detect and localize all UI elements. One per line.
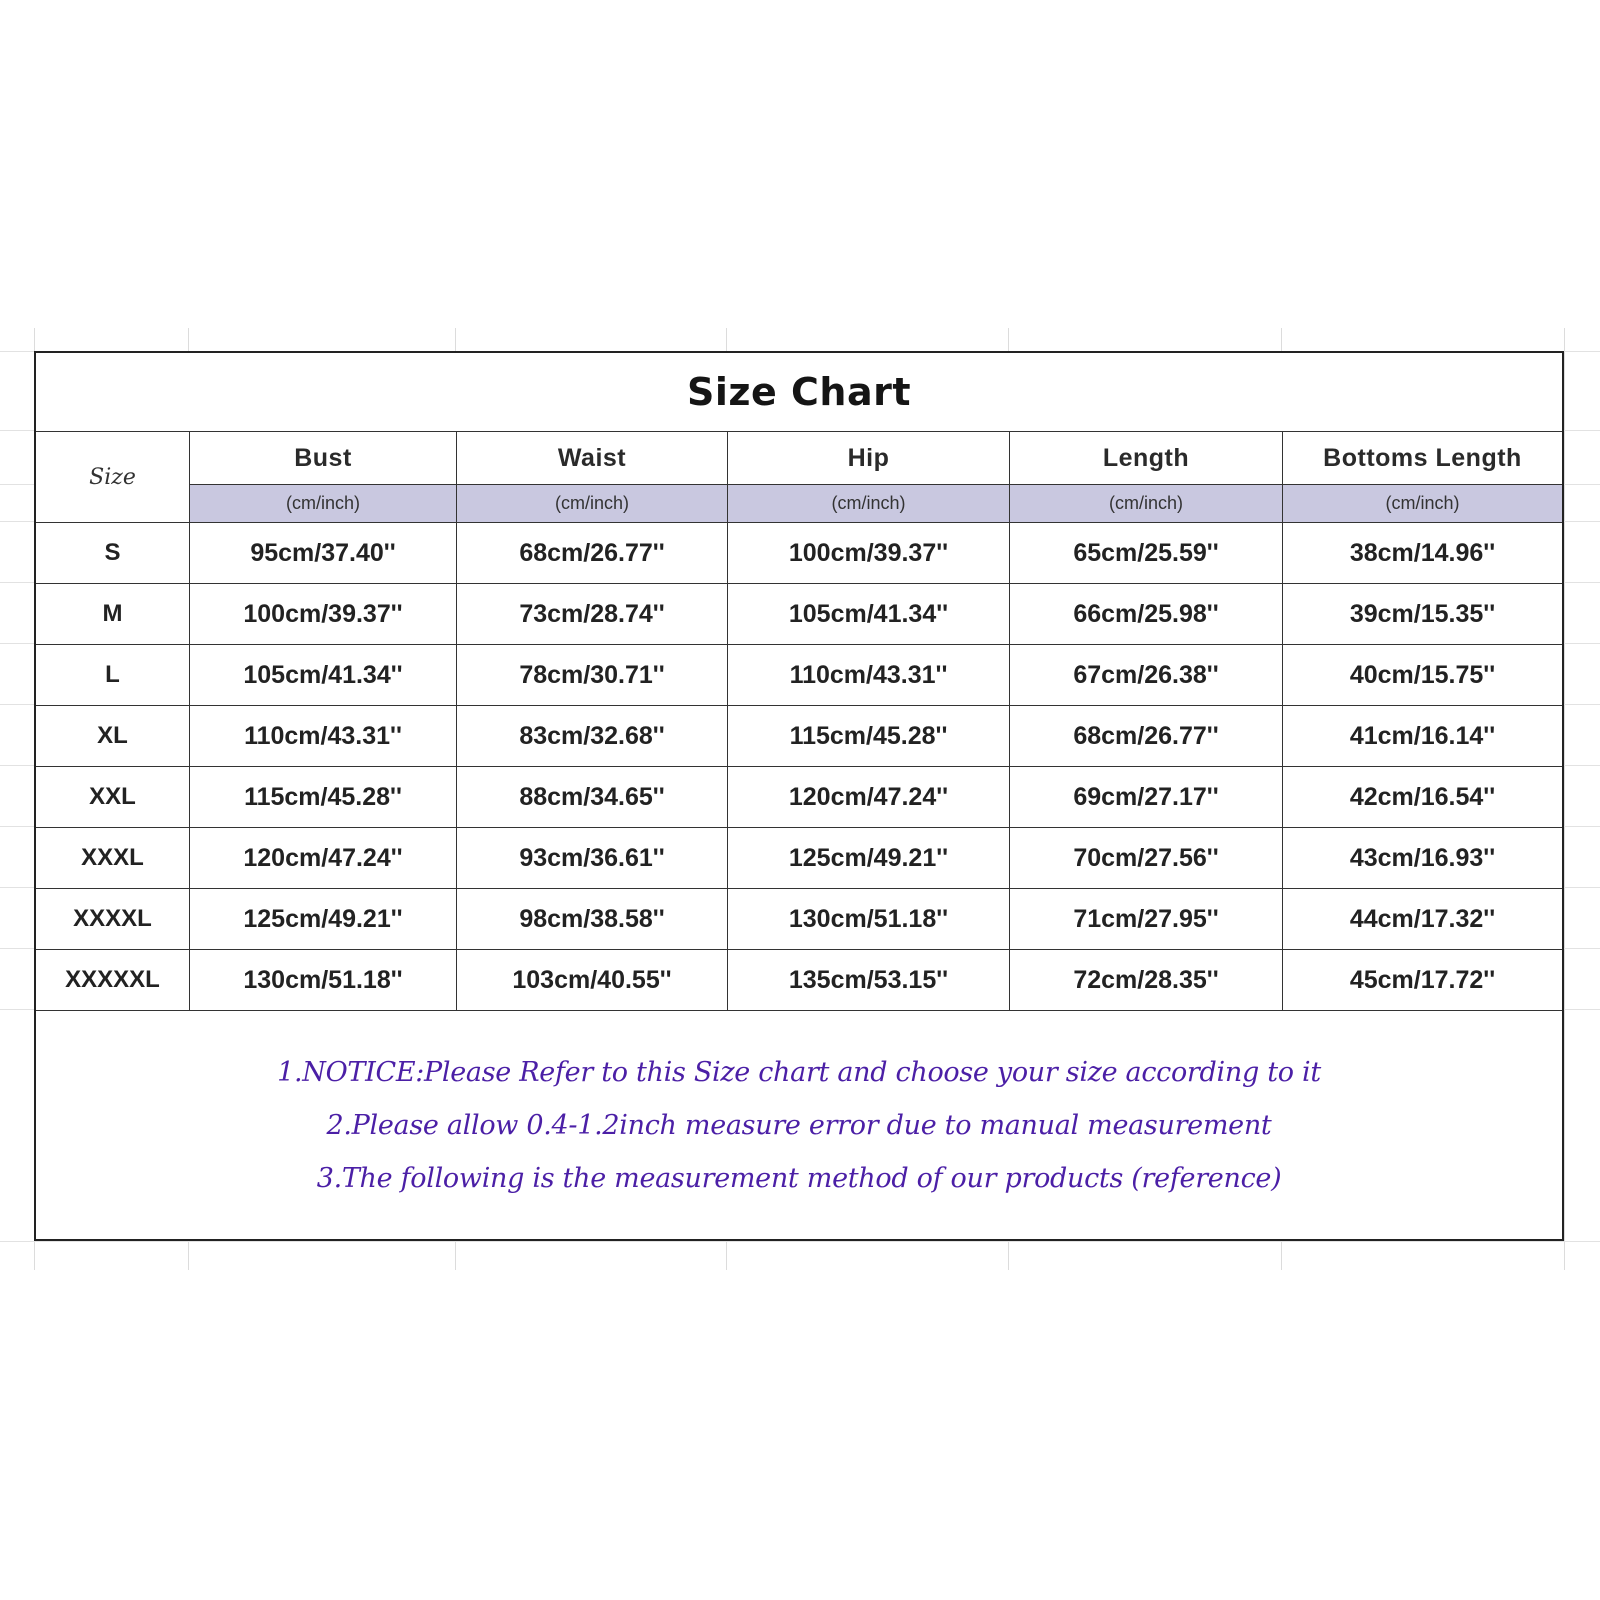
measurement-cell: 38cm/14.96'' [1283,523,1562,584]
size-label: XL [36,706,190,767]
measurement-cell: 130cm/51.18'' [190,950,457,1011]
measurement-cell: 65cm/25.59'' [1010,523,1283,584]
measurement-cell: 115cm/45.28'' [728,706,1010,767]
measurement-cell: 40cm/15.75'' [1283,645,1562,706]
size-label: XXL [36,767,190,828]
size-column-header: Size [36,432,190,523]
measurement-cell: 69cm/27.17'' [1010,767,1283,828]
measurement-cell: 68cm/26.77'' [457,523,728,584]
measurement-cell: 39cm/15.35'' [1283,584,1562,645]
chart-title: Size Chart [686,370,911,414]
measurement-cell: 98cm/38.58'' [457,889,728,950]
unit-label: (cm/inch) [190,485,457,523]
measurement-cell: 125cm/49.21'' [728,828,1010,889]
measurement-cell: 115cm/45.28'' [190,767,457,828]
measurement-cell: 105cm/41.34'' [190,645,457,706]
measurement-cell: 110cm/43.31'' [190,706,457,767]
measurement-cell: 42cm/16.54'' [1283,767,1562,828]
measurement-cell: 130cm/51.18'' [728,889,1010,950]
size-label: L [36,645,190,706]
note-line: 3.The following is the measurement method of our products (reference) [316,1163,1282,1194]
unit-label: (cm/inch) [457,485,728,523]
measurement-cell: 100cm/39.37'' [728,523,1010,584]
measurement-cell: 135cm/53.15'' [728,950,1010,1011]
measurement-cell: 43cm/16.93'' [1283,828,1562,889]
size-chart-table [34,351,1564,1241]
grid-line [1564,328,1565,1270]
measurement-cell: 120cm/47.24'' [190,828,457,889]
measurement-cell: 41cm/16.14'' [1283,706,1562,767]
size-label: XXXL [36,828,190,889]
grid-line [0,1241,1600,1242]
column-header: Waist [457,432,728,485]
measurement-cell: 70cm/27.56'' [1010,828,1283,889]
measurement-cell: 73cm/28.74'' [457,584,728,645]
measurement-cell: 44cm/17.32'' [1283,889,1562,950]
measurement-cell: 66cm/25.98'' [1010,584,1283,645]
column-header: Length [1010,432,1283,485]
measurement-cell: 120cm/47.24'' [728,767,1010,828]
measurement-cell: 71cm/27.95'' [1010,889,1283,950]
measurement-cell: 83cm/32.68'' [457,706,728,767]
column-header: Bust [190,432,457,485]
unit-label: (cm/inch) [1283,485,1562,523]
size-label: S [36,523,190,584]
note-line: 2.Please allow 0.4-1.2inch measure error due to manual measurement [326,1110,1272,1141]
measurement-cell: 95cm/37.40'' [190,523,457,584]
measurement-cell: 78cm/30.71'' [457,645,728,706]
measurement-cell: 103cm/40.55'' [457,950,728,1011]
title-row [36,353,1562,432]
measurement-cell: 88cm/34.65'' [457,767,728,828]
measurement-cell: 105cm/41.34'' [728,584,1010,645]
measurement-cell: 72cm/28.35'' [1010,950,1283,1011]
measurement-cell: 67cm/26.38'' [1010,645,1283,706]
size-label: XXXXXL [36,950,190,1011]
size-label: XXXXL [36,889,190,950]
column-header: Bottoms Length [1283,432,1562,485]
measurement-cell: 110cm/43.31'' [728,645,1010,706]
measurement-cell: 93cm/36.61'' [457,828,728,889]
measurement-cell: 100cm/39.37'' [190,584,457,645]
measurement-cell: 45cm/17.72'' [1283,950,1562,1011]
size-label: M [36,584,190,645]
unit-label: (cm/inch) [728,485,1010,523]
measurement-cell: 68cm/26.77'' [1010,706,1283,767]
column-header: Hip [728,432,1010,485]
measurement-cell: 125cm/49.21'' [190,889,457,950]
unit-label: (cm/inch) [1010,485,1283,523]
note-line: 1.NOTICE:Please Refer to this Size chart and choose your size according to it [277,1057,1321,1088]
notes-section [36,1012,1562,1239]
